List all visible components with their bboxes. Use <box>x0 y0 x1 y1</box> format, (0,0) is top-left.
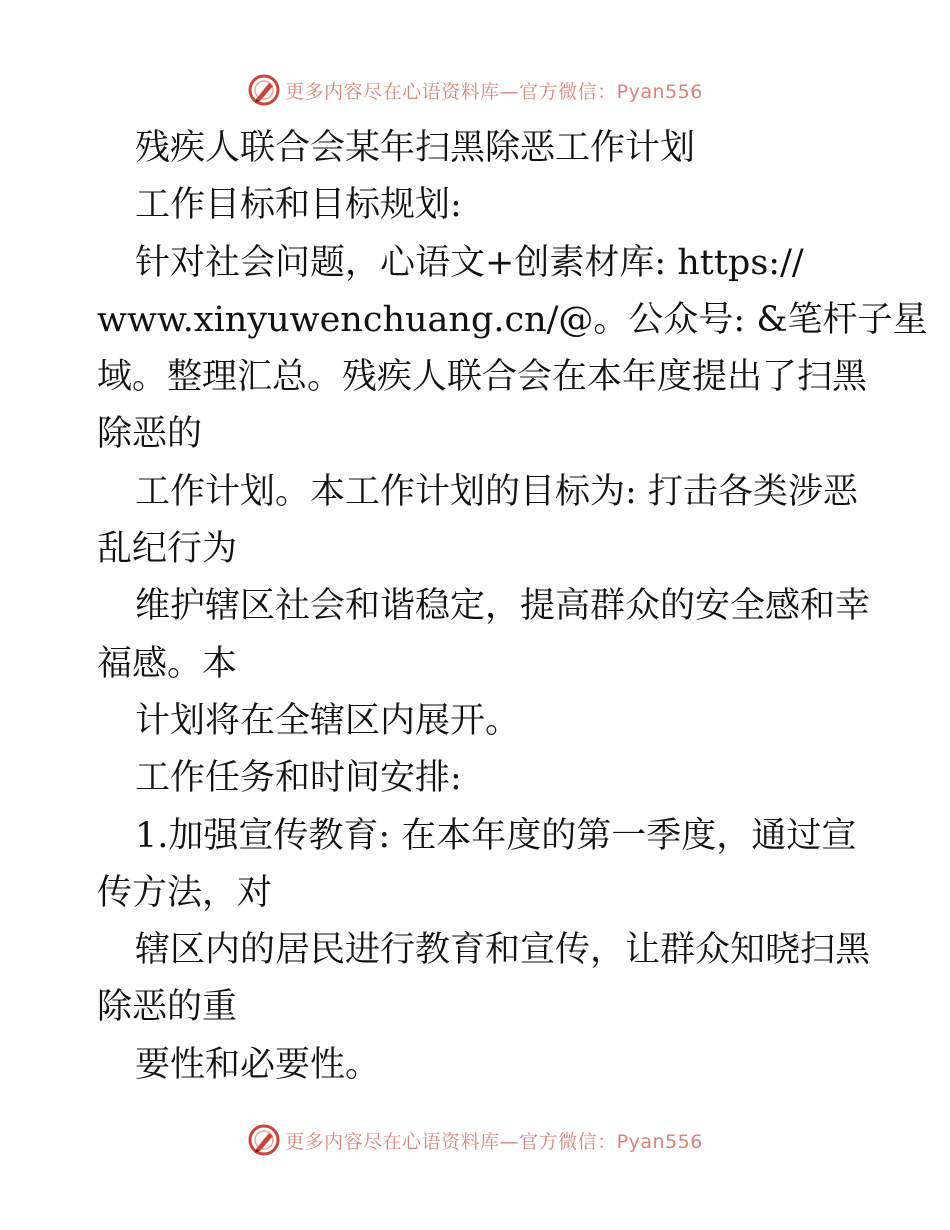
paragraph-line: 工作计划。本工作计划的目标为: 打击各类涉恶 <box>135 471 858 512</box>
paragraph-line: 福感。本 <box>97 643 238 684</box>
watermark-text: 更多内容尽在心语资料库—官方微信：Pyan556 <box>285 1130 703 1153</box>
paragraph-line: 除恶的 <box>97 414 203 455</box>
footer-watermark-banner <box>0 1120 950 1160</box>
section-heading: 工作任务和时间安排: <box>135 758 462 799</box>
paragraph-line: 维护辖区社会和谐稳定，提高群众的安全感和幸 <box>135 586 871 627</box>
pen-logo-icon <box>247 73 281 107</box>
paragraph-line: 乱纪行为 <box>97 529 238 570</box>
list-item-line: 要性和必要性。 <box>135 1044 381 1085</box>
document-title: 残疾人联合会某年扫黑除恶工作计划 <box>135 128 696 168</box>
paragraph-line: 针对社会问题，心语文+创素材库: https:// <box>135 242 804 283</box>
pen-logo-icon <box>247 1123 281 1157</box>
list-item-line: 除恶的重 <box>97 987 238 1028</box>
list-item-line: 传方法，对 <box>97 872 273 913</box>
section-heading: 工作目标和目标规划: <box>135 185 462 226</box>
document-body <box>97 120 928 1094</box>
header-watermark-banner <box>0 70 950 110</box>
paragraph-line: 域。整理汇总。残疾人联合会在本年度提出了扫黑 <box>97 357 868 398</box>
watermark-text: 更多内容尽在心语资料库—官方微信：Pyan556 <box>285 80 703 103</box>
list-item-line: 辖区内的居民进行教育和宣传，让群众知晓扫黑 <box>135 930 871 971</box>
paragraph-line: 计划将在全辖区内展开。 <box>135 700 521 741</box>
paragraph-line: www.xinyuwenchuang.cn/@。公众号: &笔杆子星 <box>97 299 928 340</box>
list-item-line: 1.加强宣传教育: 在本年度的第一季度，通过宣 <box>135 815 857 856</box>
